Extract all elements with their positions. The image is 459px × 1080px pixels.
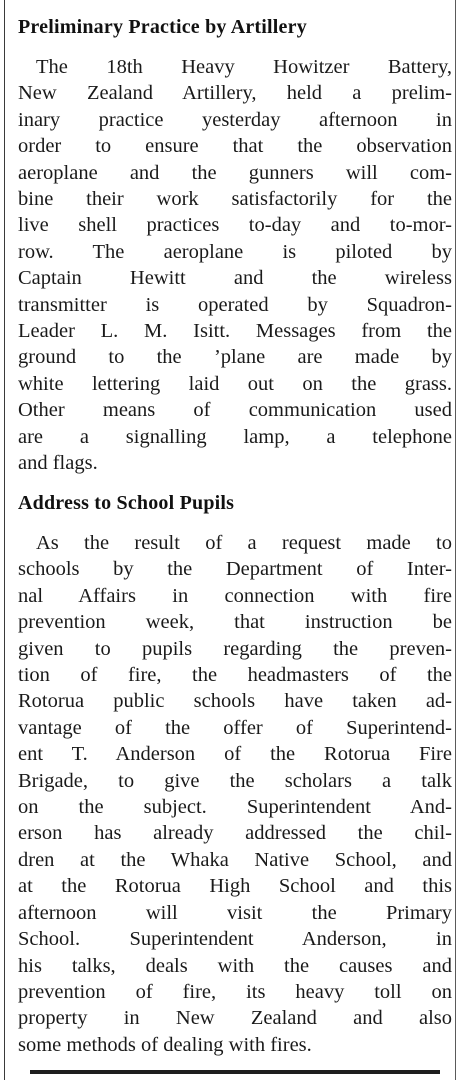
body-line: on the subject. Superintendent And- bbox=[18, 796, 452, 819]
body-line: given to pupils regarding the preven- bbox=[18, 637, 452, 660]
body-line: Leader L. M. Isitt. Messages from the bbox=[18, 320, 452, 343]
body-line: transmitter is operated by Squadron- bbox=[18, 293, 452, 316]
body-line: ent T. Anderson of the Rotorua Fire bbox=[18, 743, 452, 766]
column-rule-left bbox=[4, 0, 5, 1080]
article-headline: Preliminary Practice by Artillery bbox=[18, 16, 307, 38]
body-line: Brigade, to give the scholars a talk bbox=[18, 769, 452, 792]
body-line: The 18th Heavy Howitzer Battery, bbox=[36, 56, 452, 78]
body-line: School. Superintendent Anderson, in bbox=[18, 928, 452, 951]
body-line: schools by the Department of Inter- bbox=[18, 558, 452, 581]
article-preliminary-practice bbox=[18, 14, 452, 477]
body-line: erson has already addressed the chil- bbox=[18, 822, 452, 845]
body-line: afternoon will visit the Primary bbox=[18, 901, 452, 924]
body-line: at the Rotorua High School and this bbox=[18, 875, 452, 898]
body-line: nal Affairs in connection with fire bbox=[18, 584, 452, 607]
article-headline: Address to School Pupils bbox=[18, 492, 235, 514]
body-line: prevention of fire, its heavy toll on bbox=[18, 980, 452, 1003]
body-line: ground to the ’plane are made by bbox=[18, 346, 452, 369]
body-line: are a signalling lamp, a telephone bbox=[18, 425, 452, 448]
body-line: New Zealand Artillery, held a prelim- bbox=[18, 82, 452, 105]
body-line: Other means of communication used bbox=[18, 399, 452, 422]
column-rule-right bbox=[455, 0, 456, 1080]
body-line: some methods of dealing with fires. bbox=[18, 1033, 312, 1056]
body-line: tion of fire, the headmasters of the bbox=[18, 664, 452, 687]
body-line: white lettering laid out on the grass. bbox=[18, 372, 452, 395]
body-line: bine their work satisfactorily for the bbox=[18, 188, 452, 211]
body-line: dren at the Whaka Native School, and bbox=[18, 848, 452, 871]
article-address-to-school-pupils bbox=[18, 490, 452, 1058]
body-line: property in New Zealand and also bbox=[18, 1007, 452, 1030]
body-line: inary practice yesterday afternoon in bbox=[18, 108, 452, 131]
body-line: vantage of the offer of Superintend- bbox=[18, 716, 452, 739]
body-line: Rotorua public schools have taken ad- bbox=[18, 690, 452, 713]
body-line: his talks, deals with the causes and bbox=[18, 954, 452, 977]
body-line: order to ensure that the observation bbox=[18, 135, 452, 158]
body-line: live shell practices to-day and to-mor- bbox=[18, 214, 452, 237]
body-line: Captain Hewitt and the wireless bbox=[18, 267, 452, 290]
body-line: and flags. bbox=[18, 452, 98, 475]
body-line: aeroplane and the gunners will com- bbox=[18, 161, 452, 184]
body-line: As the result of a request made to bbox=[36, 532, 452, 554]
body-line: prevention week, that instruction be bbox=[18, 611, 452, 634]
article-body bbox=[18, 530, 452, 1058]
body-line: row. The aeroplane is piloted by bbox=[18, 240, 452, 263]
article-body bbox=[18, 54, 452, 477]
bottom-separator-rule bbox=[30, 1070, 440, 1074]
